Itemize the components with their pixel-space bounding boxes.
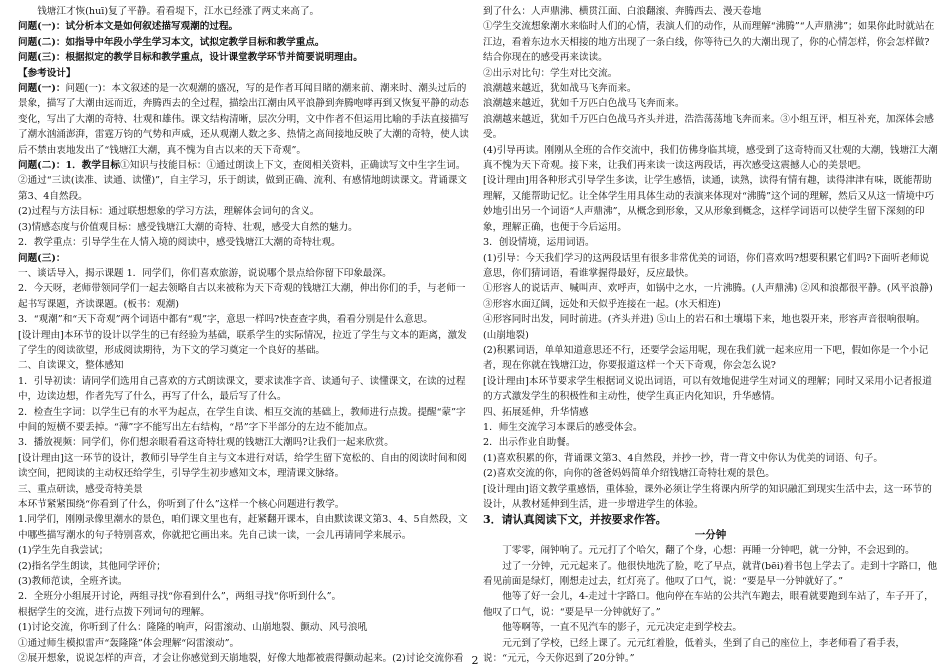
section-heading: 【参考设计】 (18, 67, 76, 79)
answer-3-heading: 问题(三)： (18, 252, 66, 264)
paragraph: 3．“观潮”和“天下奇观”两个词语中都有“观”字，意思一样吗?快查查字典，看看分别是什么意思。 (18, 314, 433, 326)
answer-lead: 问题(一)： (18, 83, 66, 95)
paragraph: 2．全班分小组展开讨论，两组寻找“你看到什么”，两组寻找“你听到什么”。 (18, 591, 342, 603)
paragraph: ④形容同时出发，同时前进。(齐头并进) ⑤山上的岩石和土壤塌下来，地也裂开来，形容声音很响很响。(山崩地裂) (483, 314, 926, 341)
question-heading: 3．请认真阅读下文，并按要求作答。 (483, 513, 667, 527)
paragraph: 本环节紧紧围绕“你看到了什么，你听到了什么”这样一个核心问题进行教学。 (18, 499, 345, 510)
answer-body: 问题(一)：本文叙述的是一次观潮的盛况，写的是作者耳闻目睹的潮来前、潮来时、潮头过后的景象，描写了大潮由远而近，奔腾西去的全过程，描绘出江潮由风平浪静到奔腾咆哮再到又恢复平静的动态变化，写出了大潮的奇特、壮观和雄伟。课文结构清晰，层次分明，文中作者不但运用比喻的手法直接描写了潮水汹涌澎湃，雷霆万钧的气势和声威，还从观潮人数之多、热情之高间接地反映了大潮的奇特，使人读后不禁由衷地发出了“钱塘江大潮，真不愧为自古以来的天下奇观”。 (18, 83, 469, 156)
paragraph: ③形容水面辽阔，远处和天似乎连接在一起。(水天相连) (483, 298, 721, 310)
left-column (18, 4, 473, 666)
paragraph: ①形容人的说话声、喊叫声、欢呼声，如锅中之水，一片沸腾。(人声鼎沸) ②风和浪都很平静。(风平浪静) (483, 283, 933, 295)
paragraph: 一、谈话导入，揭示课题 1．同学们，你们喜欢旅游，说说哪个景点给你留下印象最深。 (18, 267, 392, 279)
page-number: 2 (471, 654, 479, 667)
story-title: 一分钟 (694, 528, 727, 541)
paragraph: 1.同学们，刚刚录像里潮水的景色，咱们课文里也有，赶紧翻开课本，自由默读课文第3、4、5自然段，文中哪些描写潮水的句子特别喜欢，你就把它画出来。先自己读一读，一会儿再请同学来展示。 (18, 514, 468, 541)
paragraph: (1)讨论交流，你听到了什么：隆隆的响声，闷雷滚动、山崩地裂、颤动、风号浪吼 (18, 622, 368, 634)
paragraph: 浪潮越来越近，犹如战马飞奔而来。 (483, 83, 637, 95)
paragraph: 钱塘江才恢(huī)复了平静。看看堤下，江水已经涨了两丈来高了。 (37, 6, 320, 17)
paragraph: [设计理由]语文教学重感悟，重体验，课外必须让学生将课内所学的知识融汇到现实生活中去，这一环节的设计，从教材延伸到生活，进一步增进学生的体验。 (483, 483, 932, 510)
paragraph: (2)过程与方法目标：通过联想想象的学习方法，理解体会词句的含义。 (18, 206, 320, 218)
story-paragraph: 他等了好一会儿，4-走过十字路口。他向停在车站的公共汽车跑去，眼看就要跑到车站了，车子开了，他叹了口气，说：“要是早一分钟就好了。” (483, 591, 934, 618)
paragraph: 浪潮越来越近，犹如千万匹白色战马齐头并进，浩浩荡荡地飞奔而来。③小组互评，相互补充，加深体会感受。 (483, 113, 934, 141)
paragraph: [设计理由]用各种形式引导学生多读，让学生感悟，读通，读熟，读得有情有趣，读得津津有味，既能帮助理解，又能帮助记忆。让全体学生用具体生动的表演来体现对“沸腾”这个词的理解，然后又从这一情境中巧妙地引出另一个词语“人声鼎沸”，从概念到形象，又从形象到概念，这样学词语可以使学生留下深刻的印象，理解正确，也便于今后运用。 (483, 175, 935, 233)
question-1: 问题(一)：试分析本文是如何叙述描写观潮的过程。 (18, 21, 239, 33)
paragraph: (3)情感态度与价值观目标：感受钱塘江大潮的奇特、壮观，感受大自然的魅力。 (18, 221, 358, 233)
paragraph: 二、自读课文，整体感知 (18, 360, 124, 372)
paragraph: [设计理由]这一环节的设计，教师引导学生自主与文本进行对话，给学生留下宽松的、自由的阅读时间和阅读空间，把阅读的主动权还给学生，引导学生初步感知文本，理清课文脉络。 (18, 452, 467, 480)
paragraph: (2)指名学生朗读，其他同学评价； (18, 560, 166, 572)
paragraph: 3．创设情境，运用词语。 (483, 237, 595, 249)
paragraph: 2．教学重点：引导学生在人情入境的阅读中，感受钱塘江大潮的奇特壮观。 (18, 237, 341, 249)
paragraph: (1)引导：今天我们学习的这两段话里有很多非常优美的词语，你们喜欢吗?想要积累它们吗?下面听老师说意思，你们猜词语，看谁掌握得最好，反应最快。 (483, 252, 930, 279)
paragraph: 1．师生交流学习本课后的感受体会。 (483, 421, 643, 433)
story-paragraph: 他等啊等，一直不见汽车的影子，元元决定走到学校去。 (502, 622, 743, 634)
paragraph: ①通过师生模拟雷声“轰隆隆”体会理解“闷雷滚动”。 (18, 637, 240, 649)
story-paragraph: 元元到了学校，已经上课了。元元红着脸，低着头，坐到了自己的座位上，李老师看了看手表，说：“元元，今天你迟到了20分钟。” (483, 637, 906, 665)
paragraph: (1)学生先自我尝试； (18, 545, 109, 557)
paragraph: [设计理由]本环节的设计以学生的已有经验为基础，联系学生的实际情况，拉近了学生与文本的距离，激发了学生的阅读欲望，形成阅读期待，为下文的学习奠定一个良好的基础。 (18, 329, 467, 356)
paragraph: (1)喜欢积累的你，背诵课文第3、4自然段，并抄一抄，背一背文中你认为优美的词语、句子。 (483, 452, 883, 464)
answer-lead: 问题(二)：1．教学目标 (18, 160, 121, 172)
question-2: 问题(二)：如指导中年段小学生学习本文，试拟定教学目标和教学重点。 (18, 36, 325, 48)
paragraph: ①学生交流想象潮水来临时人们的心情，表演人们的动作，从而理解“沸腾”“人声鼎沸”；如果你此时就站在江边，看着东边水天相接的地方出现了一条白线，你等待已久的大潮出现了，你的心情怎样，你会怎样做?结合你现在的感受再来读读。 (483, 21, 935, 64)
paragraph: [设计理由]本环节要求学生根据词义说出词语，可以有效地促进学生对词义的理解；同时又采用小记者报道的方式激发学生的积极性和主动性，使学生真正内化知识，升华感情。 (483, 375, 932, 403)
paragraph: (2)积累词语，单单知道意思还不行，还要学会运用呢，现在我们就一起来应用一下吧，假如你是一个小记者，现在你就在钱塘江边，你要报道这样一个天下奇观，你会怎么说? (483, 344, 929, 372)
paragraph: 浪潮越来越近，犹如千万匹白色战马飞奔而来。 (483, 98, 685, 110)
paragraph: (3)教师范读，全班齐读。 (18, 576, 128, 588)
paragraph: 根据学生的交流，进行点拨下列词句的理解。 (18, 606, 210, 618)
question-3: 问题(三)：根据拟定的教学目标和教学重点，设计课堂教学环节并简要说明理由。 (18, 52, 363, 64)
paragraph: 到了什么：人声鼎沸、横贯江面、白浪翻滚、奔腾西去、漫天卷地 (483, 6, 762, 17)
paragraph: 1．引导初读：请同学们选用自己喜欢的方式朗读课文，要求读准字音、读通句子、读懂课文，在读的过程中，边读边想，作者先写了什么，再写了什么，最后写了什么。 (18, 375, 466, 403)
paragraph: 3．播放视频：同学们，你们想亲眼看看这奇特壮观的钱塘江大潮吗?让我们一起来欣赏。 (18, 437, 394, 449)
paragraph: (2)喜欢交流的你，向你的爸爸妈妈简单介绍钱塘江奇特壮观的景色。 (483, 468, 775, 480)
paragraph: 三、重点研读，感受奇特美景 (18, 483, 143, 495)
right-column (483, 4, 938, 666)
paragraph: ②出示对比句：学生对比交流。 (483, 67, 618, 79)
paragraph: ②展开想象，说说怎样的声音，才会让你感觉到天崩地裂，好像大地都被震得颤动起来。(2)讨论交流你看 (18, 653, 464, 665)
paragraph: 2．出示作业自助餐。 (483, 437, 576, 449)
paragraph: 2．今天呀，老师带领同学们一起去领略自古以来被称为天下奇观的钱塘江大潮，伸出你们的手，与老师一起书写课题，齐读课题。(板书：观潮) (18, 283, 466, 310)
paragraph: (4)引导再读。刚刚从全班的合作交流中，我们仿佛身临其境，感受到了这奇特而又壮观的大潮，钱塘江大潮真不愧为天下奇观。接下来，让我们再来读一读这两段话，再次感受这震撼人心的美景吧。 (483, 144, 938, 172)
story-paragraph: 过了一分钟，元元起来了。他很快地洗了脸，吃了早点，就背(bēi)着书包上学去了。走到十字路口，他看见前面是绿灯，刚想走过去，红灯亮了。他叹了口气，说：“要是早一分钟就好了。” (483, 560, 938, 588)
paragraph: 2．检查生字词：以学生已有的水平为起点，在学生自读、相互交流的基础上，教师进行点拨。提醒“蒙”字中间的短横不要丢掉。“薄”字不能写出左右结构，“昂”字下半部分的左边不能加点。 (18, 406, 466, 433)
story-paragraph: 丁零零，闹钟响了。元元打了个哈欠，翻了个身，心想：再睡一分钟吧，就一分钟，不会迟到的。 (502, 545, 915, 557)
answer-1 (18, 81, 473, 158)
answer-body: ①知识与技能目标：①通过朗读上下文，查阅相关资料，正确读写文中生字生词。②通过“三读(读准、读通、读懂)”，自主学习，乐于朗读，做到正确、流利、有感情地朗读课文。背诵课文第3、4自然段。 (18, 160, 468, 202)
answer-2 (18, 158, 473, 204)
paragraph: 四、拓展延伸，升华情感 (483, 406, 589, 418)
